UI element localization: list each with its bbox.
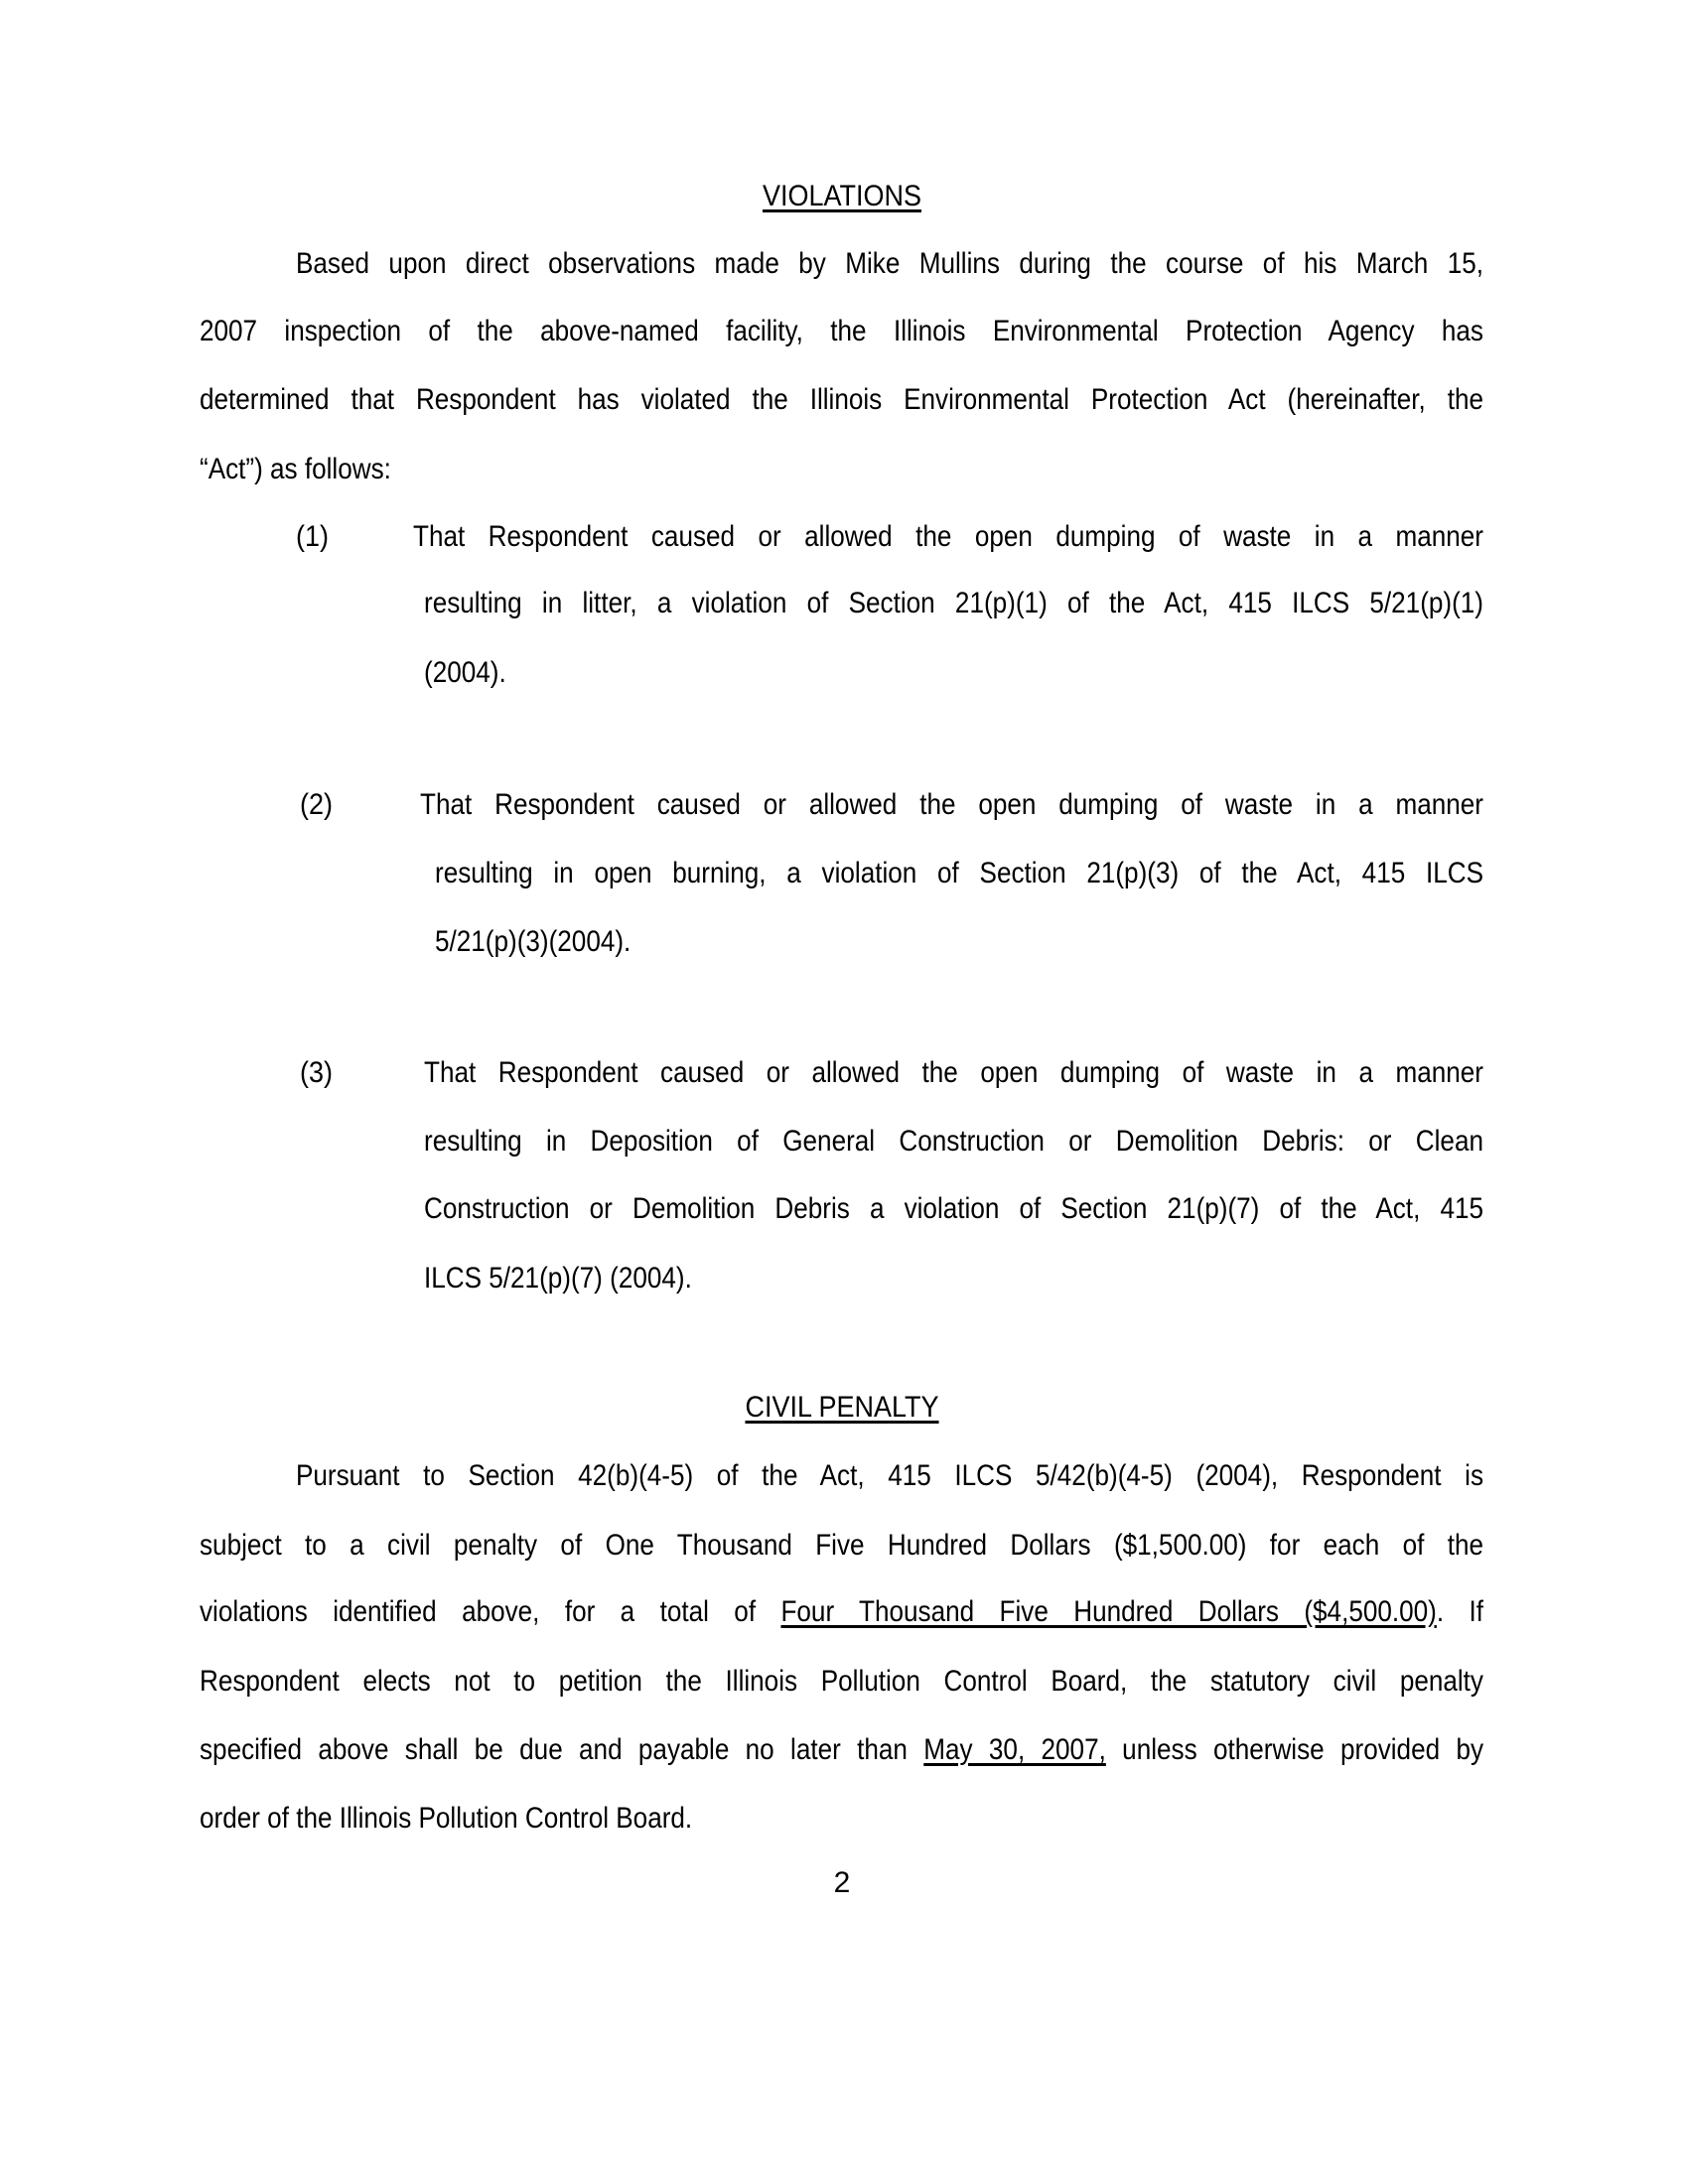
text-segment: Respondent elects not to petition the Illinois Pollution Control Board, the statutory civil penalty	[200, 1665, 1483, 1698]
text-segment: That Respondent caused or allowed the open dumping of waste in a manner	[413, 520, 1483, 553]
text-line	[424, 1191, 1483, 1227]
text-segment: violations identified above, for a total of	[200, 1595, 781, 1628]
text-line	[424, 1055, 1483, 1091]
civil-penalty-heading: CIVIL PENALTY	[745, 1391, 939, 1424]
text-line	[200, 1801, 692, 1837]
text-segment: order of the Illinois Pollution Control Board.	[200, 1802, 693, 1835]
text-segment: specified above shall be due and payable no later than	[200, 1733, 924, 1766]
text-line	[424, 586, 1483, 621]
text-line	[200, 1528, 1483, 1564]
text-segment: (2004).	[424, 656, 506, 689]
text-segment: resulting in Deposition of General Construction or Demolition Debris: or Clean	[424, 1125, 1483, 1158]
text-line	[435, 924, 631, 960]
text-line	[420, 787, 1483, 823]
text-segment: resulting in open burning, a violation of Section 21(p)(3) of the Act, 415 ILCS	[435, 857, 1483, 889]
page-number: 2	[833, 1866, 851, 1899]
underlined-text: May 30, 2007,	[923, 1733, 1106, 1766]
text-segment: That Respondent caused or allowed the open dumping of waste in a manner	[424, 1056, 1483, 1089]
text-line	[413, 519, 1483, 555]
text-segment: unless otherwise provided by	[1105, 1733, 1484, 1766]
violations-heading: VIOLATIONS	[762, 180, 922, 212]
text-line	[200, 1664, 1483, 1700]
text-line	[200, 452, 391, 487]
text-segment: determined that Respondent has violated the Illinois Environmental Protection Act (hereinafter, the	[200, 383, 1483, 416]
text-line	[424, 655, 506, 691]
text-line	[200, 382, 1483, 418]
text-segment: That Respondent caused or allowed the open dumping of waste in a manner	[420, 788, 1483, 821]
item-number: (2)	[300, 788, 334, 821]
text-segment: Pursuant to Section 42(b)(4-5) of the Act, 415 ILCS 5/42(b)(4-5) (2004), Respondent is	[296, 1459, 1483, 1492]
text-line	[200, 1594, 1483, 1630]
text-line	[296, 246, 1483, 282]
text-line	[435, 856, 1483, 891]
text-segment: 2007 inspection of the above-named facility, the Illinois Environmental Protection Agency has	[200, 315, 1483, 347]
text-segment: ILCS 5/21(p)(7) (2004).	[424, 1262, 692, 1295]
text-line	[200, 1732, 1483, 1768]
text-segment: Construction or Demolition Debris a violation of Section 21(p)(7) of the Act, 415	[424, 1192, 1483, 1225]
text-segment: “Act”) as follows:	[200, 453, 391, 485]
underlined-text: Four Thousand Five Hundred Dollars ($4,500.00)	[780, 1595, 1437, 1628]
text-segment: . If	[1436, 1595, 1484, 1628]
text-line	[424, 1261, 692, 1297]
text-line	[424, 1124, 1483, 1160]
text-segment: Based upon direct observations made by Mike Mullins during the course of his March 15,	[296, 247, 1483, 280]
text-line	[296, 1458, 1483, 1494]
text-segment: subject to a civil penalty of One Thousand Five Hundred Dollars ($1,500.00) for each of the	[200, 1529, 1483, 1562]
item-number: (1)	[296, 520, 330, 553]
text-segment: resulting in litter, a violation of Section 21(p)(1) of the Act, 415 ILCS 5/21(p)(1)	[424, 587, 1483, 619]
text-line	[200, 314, 1483, 349]
text-segment: 5/21(p)(3)(2004).	[435, 925, 632, 958]
item-number: (3)	[300, 1056, 334, 1089]
